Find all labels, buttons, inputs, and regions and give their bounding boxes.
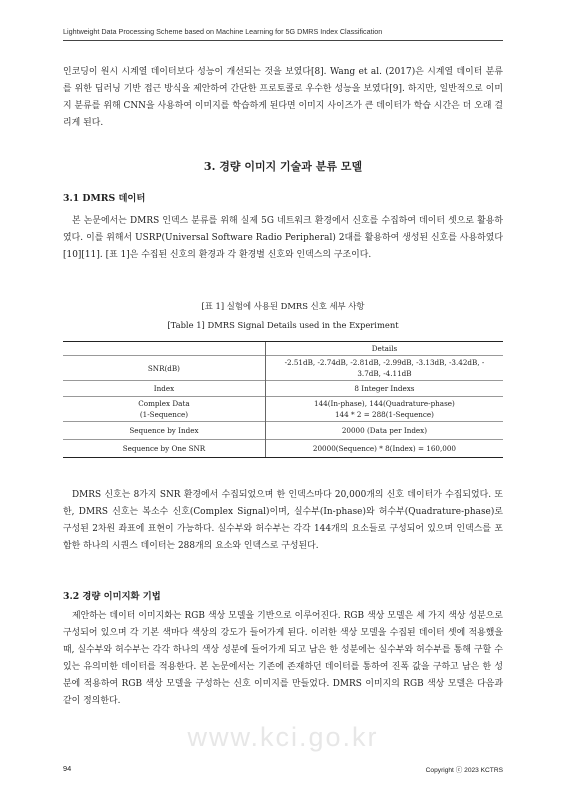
table-row [63,397,503,422]
s32-paragraph-block [63,608,503,710]
table-row-value: 20000 (Data per Index) [265,422,503,440]
running-header: Lightweight Data Processing Scheme based on Machine Learning for 5G DMRS Index Classification [63,27,383,36]
table-header-left [63,342,265,356]
table-header-row [63,342,503,356]
subsection-3-1-heading: 3.1 DMRS 데이터 [63,193,146,204]
s31-paragraph: 본 논문에서는 DMRS 인덱스 분류를 위해 실제 5G 네트워크 환경에서 신호를 수집하여 데이터 셋으로 활용하였다. 이를 위해서 USRP(Universal Software Radio Peripheral) 2대를 활용하여 생성된 신호를 사용하였다[10][11]. [표 1]은 수집된 신호의 환경과 각 환경별 신호와 인덱스의 구조이다. [63,216,503,260]
table-row-value: -2.51dB, -2.74dB, -2.81dB, -2.99dB, -3.13dB, -3.42dB, - 3.7dB, -4.11dB [265,356,503,381]
table-row-value: 20000(Sequence) * 8(Index) = 160,000 [265,440,503,458]
dmrs-details-table [63,341,503,458]
section-3-heading: 3. 경량 이미지 기술과 분류 모델 [203,160,363,173]
table-row-label: Sequence by Index [63,422,265,440]
intro-paragraph: 인코딩이 원시 시계열 데이터보다 성능이 개선되는 것을 보였다[8]. Wang et al. (2017)은 시계열 데이터 분류를 위한 딥러닝 기반 접근 방식을 제안하여 간단한 프로토콜로 우수한 성능을 보였다[9]. 하지만, 일반적으로 이미지 분류를 위해 CNN을 사용하여 이미지를 학습하게 된다면 이미지 사이즈가 큰 데이터가 학습 시간은 더 오래 걸리게 된다. [63,67,503,128]
table-row [63,381,503,397]
table-caption-ko: [표 1] 실험에 사용된 DMRS 신호 세부 사항 [201,301,365,311]
header-rule [63,40,503,41]
table-row-value: 144(In-phase), 144(Quadrature-phase) 144 * 2 = 288(1-Sequence) [265,397,503,422]
kci-watermark: www.kci.go.kr [187,722,379,752]
table-row [63,422,503,440]
after-table-paragraph: DMRS 신호는 8가지 SNR 환경에서 수집되었으며 한 인덱스마다 20,000개의 신호 데이터가 수집되었다. 또한, DMRS 신호는 복소수 신호(Complex Signal)이며, 실수부(In-phase)와 허수부(Quadrature-phase)로 구성된 2차원 좌표에 표현이 가능하다. 실수부와 허수부는 각각 144개의 요소들로 구성되어 있으며 인덱스를 포함한 하나의 시퀀스 데이터는 288개의 요소와 인덱스로 구성된다. [63,490,503,551]
table-header-details: Details [265,342,503,356]
s32-paragraph: 제안하는 데이터 이미지화는 RGB 색상 모델을 기반으로 이루어진다. RGB 색상 모델은 세 가지 색상 성분으로 구성되어 있으며 각 기본 색마다 색상의 강도가 들어가게 된다. 이러한 색상 모델을 수집된 데이터 셋에 적용했을 때, 실수부와 허수부는 각각 하나의 색상 성분에 들어가게 되고 남은 한 성분에는 실수부와 허수부를 통해 구할 수 있는 유의미한 데이터를 적용한다. 본 논문에서는 기존에 존재하던 데이터를 통하여 진폭 값을 구하고 남은 한 성분에 적용하여 RGB 색상 모델을 구성하는 신호 이미지를 만들었다. DMRS 이미지의 RGB 색상 모델은 다음과 같이 정의한다. [63,611,503,706]
intro-paragraph-block [63,64,503,132]
table-caption-en: [Table 1] DMRS Signal Details used in the Experiment [167,320,399,330]
after-table-paragraph-block [63,487,503,555]
s31-paragraph-block [63,213,503,264]
table-row [63,356,503,381]
table-row-label: Complex Data (1-Sequence) [63,397,265,422]
copyright-notice: Copyright ⓒ 2023 KCTRS [425,767,503,774]
table-row [63,440,503,458]
subsection-3-2-heading: 3.2 경량 이미지화 기법 [63,591,161,602]
table-row-label: Sequence by One SNR [63,440,265,458]
page-number: 94 [63,764,72,773]
table-row-label: SNR(dB) [63,356,265,381]
table-row-label: Index [63,381,265,397]
table-row-value: 8 Integer Indexs [265,381,503,397]
